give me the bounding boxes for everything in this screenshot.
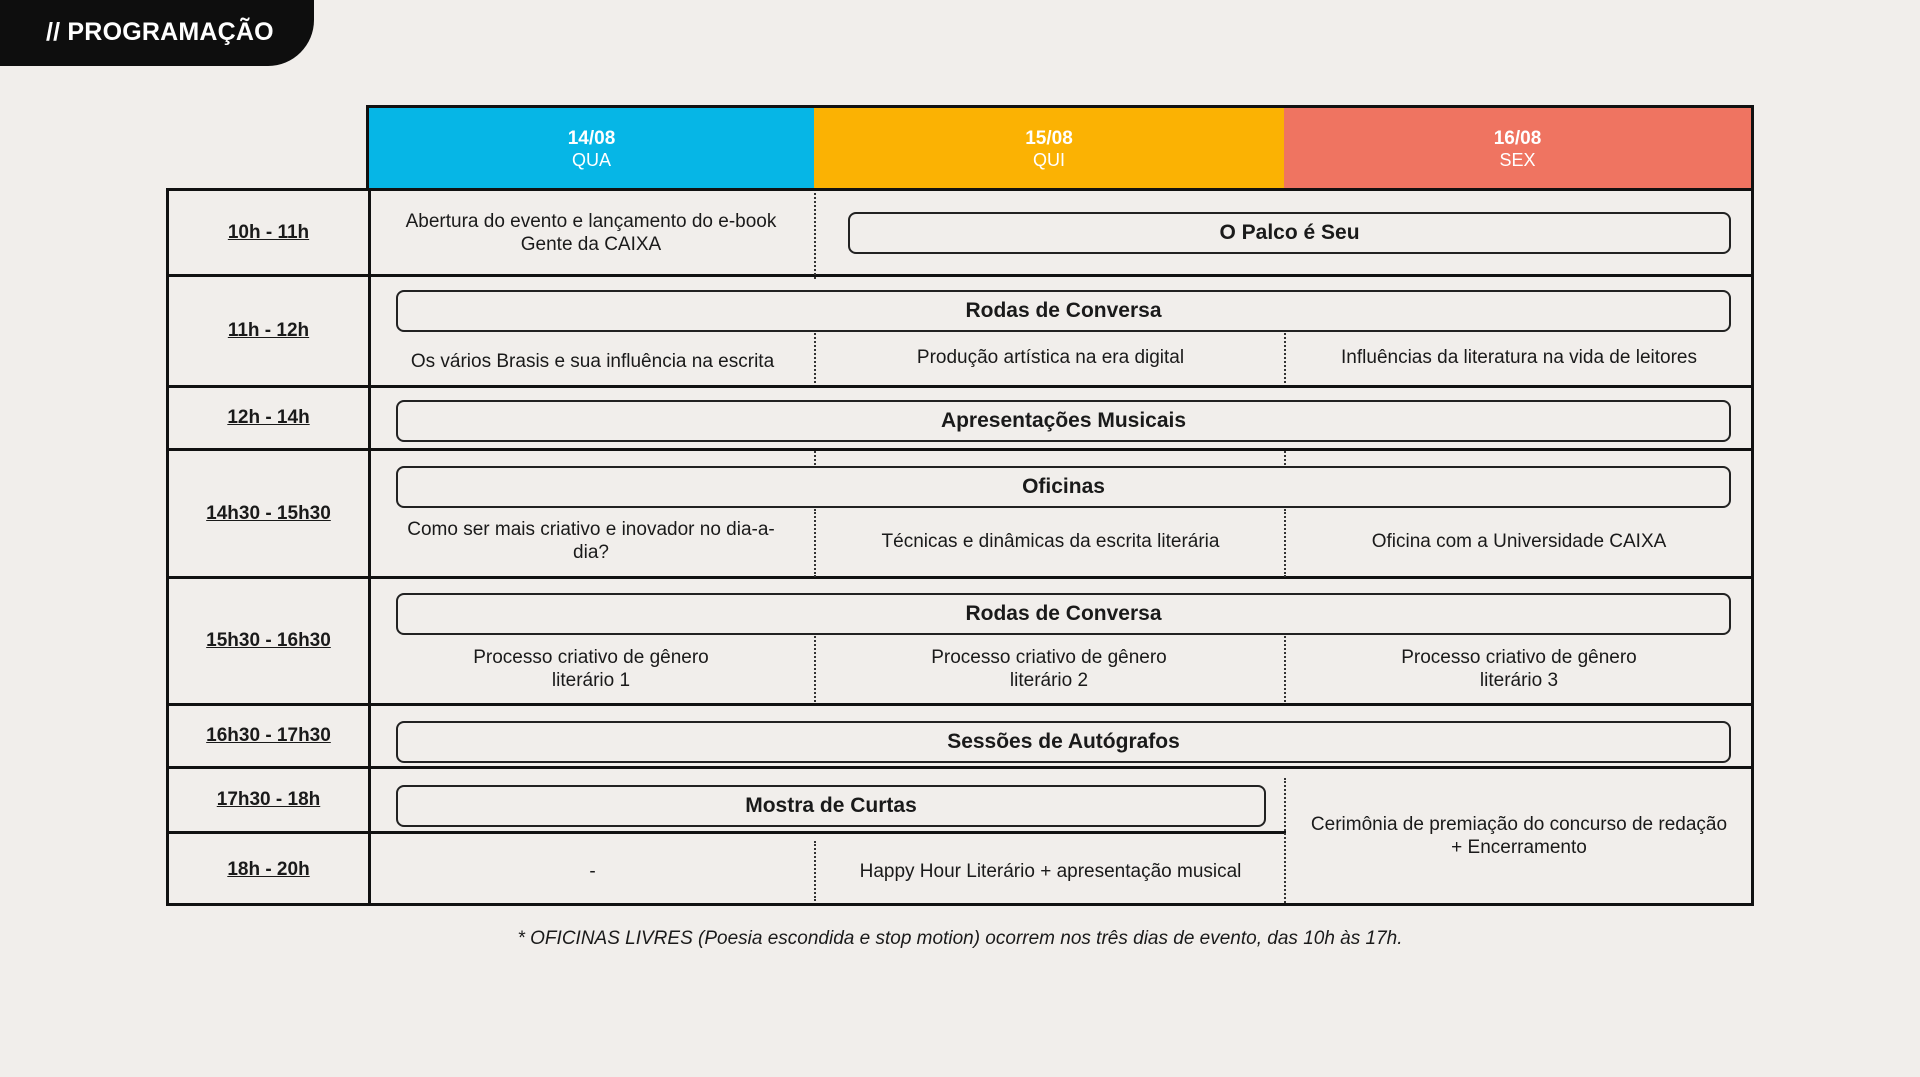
row-divider	[169, 274, 1751, 277]
event-item: Influências da literatura na vida de leitores	[1341, 346, 1697, 368]
dotted-divider	[814, 841, 816, 901]
event-item: Processo criativo de gênero literário 3	[1401, 647, 1637, 691]
dotted-divider	[814, 193, 816, 279]
schedule-grid	[166, 188, 1754, 906]
event-pill-mostra-curtas: Mostra de Curtas	[396, 785, 1266, 827]
dotted-divider	[1284, 636, 1286, 702]
time-label: 15h30 - 16h30	[206, 630, 331, 651]
row-divider	[169, 703, 1751, 706]
time-label: 17h30 - 18h	[216, 789, 321, 810]
event-pill-palco: O Palco é Seu	[848, 212, 1731, 254]
row-divider	[169, 766, 1751, 769]
event-pill-autografos: Sessões de Autógrafos	[396, 721, 1731, 763]
day-date: 15/08	[1025, 127, 1073, 149]
event-item: Happy Hour Literário + apresentação musical	[859, 860, 1242, 882]
day-date: 16/08	[1493, 127, 1542, 149]
event-item: Técnicas e dinâmicas da escrita literária	[881, 530, 1220, 552]
time-label: 14h30 - 15h30	[206, 502, 331, 524]
time-label: 12h - 14h	[227, 407, 310, 428]
dotted-divider	[1284, 778, 1286, 903]
event-opening: Abertura do evento e lançamento do e-book Gente da CAIXA	[405, 211, 777, 255]
event-pill-oficinas: Oficinas	[396, 466, 1731, 508]
day-weekday: QUI	[1032, 149, 1065, 170]
row-divider	[169, 576, 1751, 579]
day-weekday: QUA	[571, 149, 611, 170]
event-item: Processo criativo de gênero literário 1	[473, 647, 709, 691]
row-divider	[169, 448, 1751, 451]
dotted-divider	[814, 509, 816, 577]
dotted-divider	[1284, 333, 1286, 383]
event-item: Produção artística na era digital	[916, 346, 1185, 368]
day-date: 14/08	[567, 127, 616, 149]
event-item: Cerimônia de premiação do concurso de redação + Encerramento	[1310, 814, 1728, 858]
dotted-divider	[1284, 509, 1286, 577]
time-label: 18h - 20h	[227, 859, 310, 880]
time-column-divider	[368, 191, 371, 903]
event-item: Como ser mais criativo e inovador no dia-a-dia?	[407, 519, 775, 563]
event-item: Processo criativo de gênero literário 2	[931, 647, 1167, 691]
event-item: -	[589, 860, 596, 882]
event-item: Os vários Brasis e sua influência na escrita	[410, 350, 775, 372]
event-item: Oficina com a Universidade CAIXA	[1371, 530, 1667, 552]
event-pill-rodas-conversa: Rodas de Conversa	[396, 290, 1731, 332]
day-header	[366, 105, 1754, 189]
day-header-15-08	[814, 108, 1284, 189]
dotted-divider	[814, 333, 816, 383]
day-header-14-08	[369, 108, 814, 189]
day-weekday: SEX	[1499, 149, 1536, 170]
time-label: 16h30 - 17h30	[206, 725, 331, 746]
row-divider	[169, 385, 1751, 388]
section-tag: // PROGRAMAÇÃO	[0, 0, 314, 66]
event-pill-apresentacoes: Apresentações Musicais	[396, 400, 1731, 442]
time-label: 10h - 11h	[227, 221, 310, 243]
event-pill-rodas-conversa: Rodas de Conversa	[396, 593, 1731, 635]
day-header-16-08	[1284, 108, 1751, 189]
time-label: 11h - 12h	[227, 320, 310, 341]
dotted-divider	[814, 636, 816, 702]
footnote: * OFICINAS LIVRES (Poesia escondida e stop motion) ocorrem nos três dias de evento, das 10h às 17h.	[517, 928, 1403, 949]
